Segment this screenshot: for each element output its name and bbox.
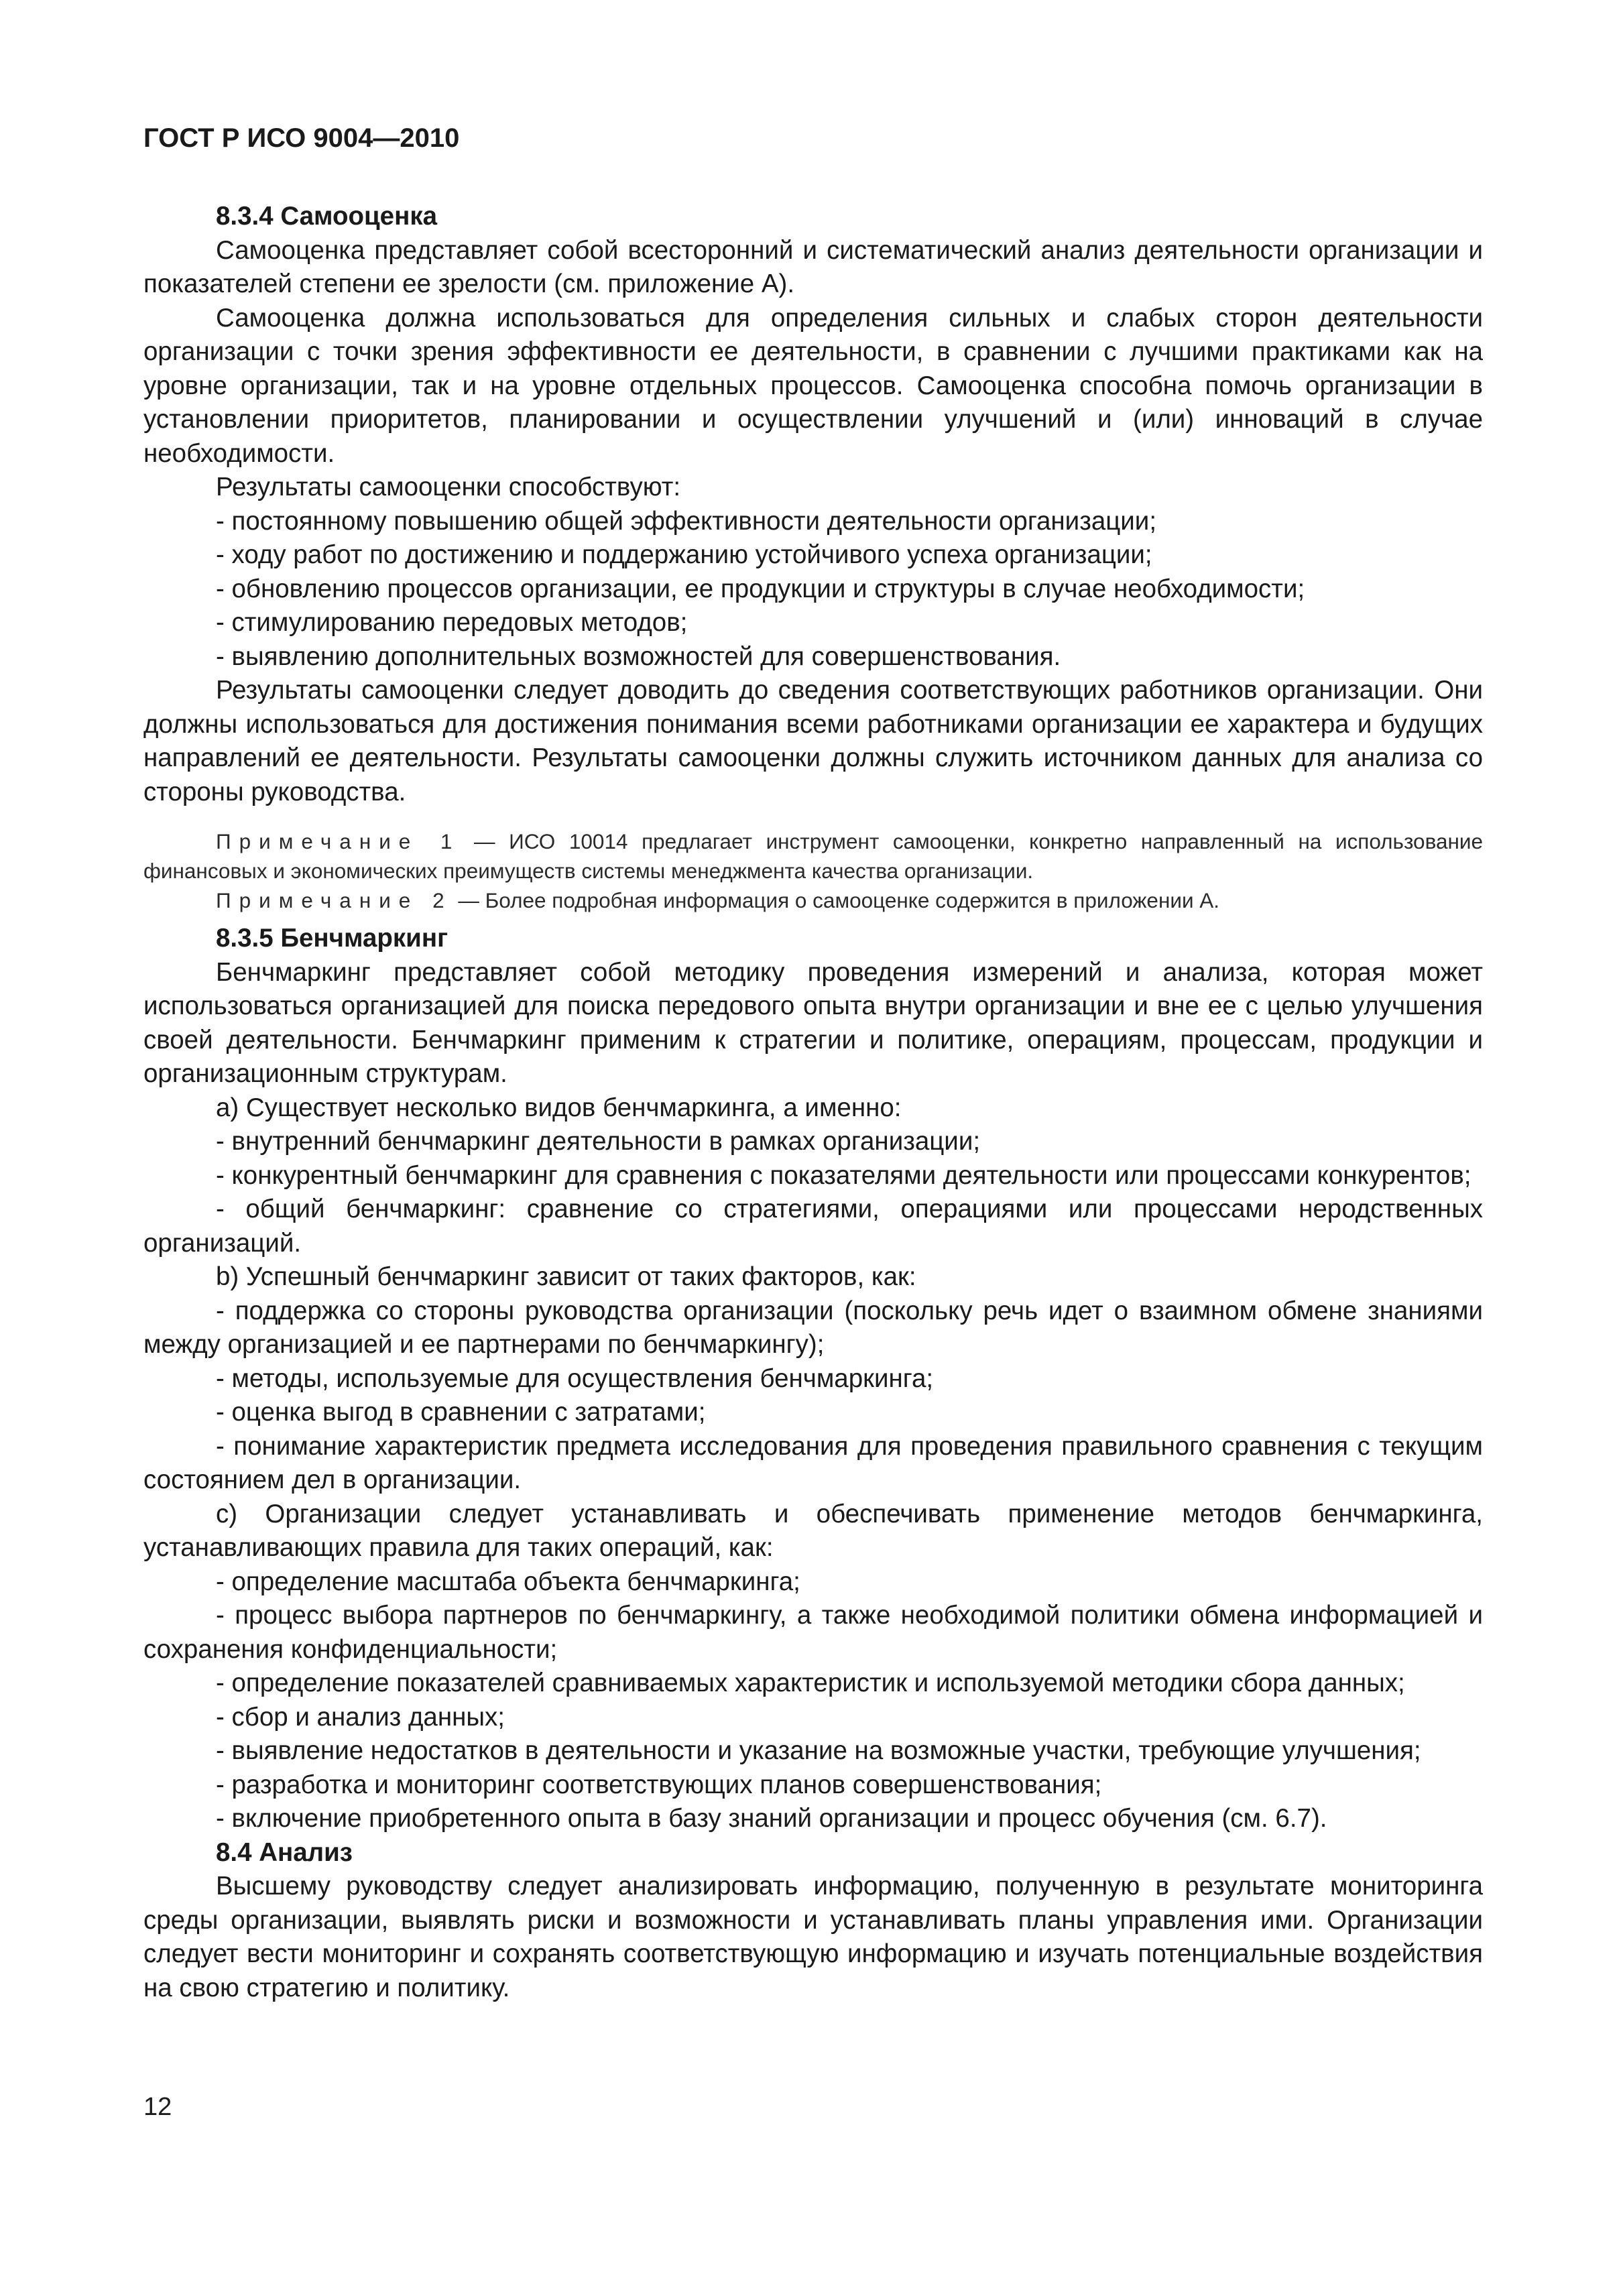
body-paragraph: - понимание характеристик предмета исследования для проведения правильного сравнения с текущим состоянием дел в организации.	[143, 1431, 1483, 1494]
body-paragraph: - сбор и анализ данных;	[216, 1702, 505, 1732]
section-heading: 8.3.4 Самооценка	[216, 202, 438, 231]
body-paragraph: - определение показателей сравниваемых характеристик и используемой методики сбора данных;	[216, 1669, 1405, 1697]
body-paragraph: Результаты самооценки следует доводить до сведения соответствующих работников организации. Они должны использоваться для достижения понимания всеми работниками организации ее характера и будущих направлений ее деятельности. Результаты самооценки должны служить источником данных для анализа со стороны руководства.	[143, 676, 1483, 806]
note-text: — Более подробная информация о самооценке содержится в приложении А.	[452, 888, 1220, 912]
body-paragraph: Высшему руководству следует анализировать информацию, полученную в результате мониторинга среды организации, выявлять риски и возможности и устанавливать планы управления ими. Организации следует вести мониторинг и сохранять соответствующую информацию и изучать потенциальные воздействия на свою стратегию и политику.	[143, 1872, 1483, 2002]
note-label: Примечание 1	[216, 829, 461, 853]
body-paragraph: - разработка и мониторинг соответствующих планов совершенствования;	[216, 1770, 1102, 1799]
body-paragraph: - процесс выбора партнеров по бенчмаркингу, а также необходимой политики обмена информацией и сохранения конфиденциальности;	[143, 1601, 1483, 1664]
document-body	[143, 200, 1483, 2005]
body-paragraph: - стимулированию передовых методов;	[216, 608, 688, 637]
body-paragraph: - методы, используемые для осуществления бенчмаркинга;	[216, 1364, 934, 1393]
note-text: — ИСО 10014 предлагает инструмент самооценки, конкретно направленный на использование финансовых и экономических преимуществ системы менеджмента качества организации.	[143, 829, 1483, 883]
body-paragraph: - конкурентный бенчмаркинг для сравнения с показателями деятельности или процессами конкурентов;	[216, 1160, 1471, 1190]
body-paragraph: - обновлению процессов организации, ее продукции и структуры в случае необходимости;	[216, 574, 1305, 603]
body-paragraph: - внутренний бенчмаркинг деятельности в рамках организации;	[216, 1127, 981, 1156]
note	[143, 827, 1483, 886]
body-paragraph: - включение приобретенного опыта в базу знаний организации и процесс обучения (см. 6.7).	[216, 1804, 1327, 1833]
document-header: ГОСТ Р ИСО 9004—2010	[143, 123, 460, 153]
body-paragraph: - общий бенчмаркинг: сравнение со стратегиями, операциями или процессами неродственных организаций.	[143, 1195, 1483, 1258]
body-paragraph: - оценка выгод в сравнении с затратами;	[216, 1398, 706, 1427]
body-paragraph: Самооценка представляет собой всесторонний и систематический анализ деятельности организации и показателей степени ее зрелости (см. приложение А).	[143, 235, 1483, 298]
section-heading: 8.3.5 Бенчмаркинг	[216, 924, 448, 953]
body-paragraph: а) Существует несколько видов бенчмаркинга, а именно:	[216, 1093, 902, 1122]
body-paragraph: b) Успешный бенчмаркинг зависит от таких факторов, как:	[216, 1262, 916, 1291]
body-paragraph: - выявление недостатков в деятельности и указание на возможные участки, требующие улучшения;	[216, 1736, 1421, 1765]
body-paragraph: с) Организации следует устанавливать и обеспечивать применение методов бенчмаркинга, устанавливающих правила для таких операций, как:	[143, 1499, 1483, 1562]
body-paragraph: - постоянному повышению общей эффективности деятельности организации;	[216, 506, 1157, 536]
body-paragraph: Результаты самооценки способствуют:	[216, 473, 681, 501]
body-paragraph: Самооценка должна использоваться для определения сильных и слабых сторон деятельности организации с точки зрения эффективности ее деятельности, в сравнении с лучшими практиками как на уровне организации, так и на уровне отдельных процессов. Самооценка способна помочь организации в установлении приоритетов, планировании и осуществлении улучшений и (или) инноваций в случае необходимости.	[143, 303, 1483, 468]
body-paragraph: - выявлению дополнительных возможностей для совершенствования.	[216, 642, 1061, 671]
body-paragraph: - ходу работ по достижению и поддержанию устойчивого успеха организации;	[216, 540, 1152, 569]
page-number: 12	[143, 2093, 172, 2121]
body-paragraph: Бенчмаркинг представляет собой методику проведения измерений и анализа, которая может использоваться организацией для поиска передового опыта внутри организации и вне ее с целью улучшения своей деятельности. Бенчмаркинг применим к стратегии и политике, операциям, процессам, продукции и организационным структурам.	[143, 957, 1483, 1088]
body-paragraph: - определение масштаба объекта бенчмаркинга;	[216, 1567, 800, 1596]
body-paragraph: - поддержка со стороны руководства организации (поскольку речь идет о взаимном обмене знаниями между организацией и ее партнерами по бенчмаркингу);	[143, 1296, 1483, 1359]
note-label: Примечание 2	[216, 888, 453, 912]
section-heading: 8.4 Анализ	[216, 1837, 353, 1867]
note	[143, 886, 1483, 915]
